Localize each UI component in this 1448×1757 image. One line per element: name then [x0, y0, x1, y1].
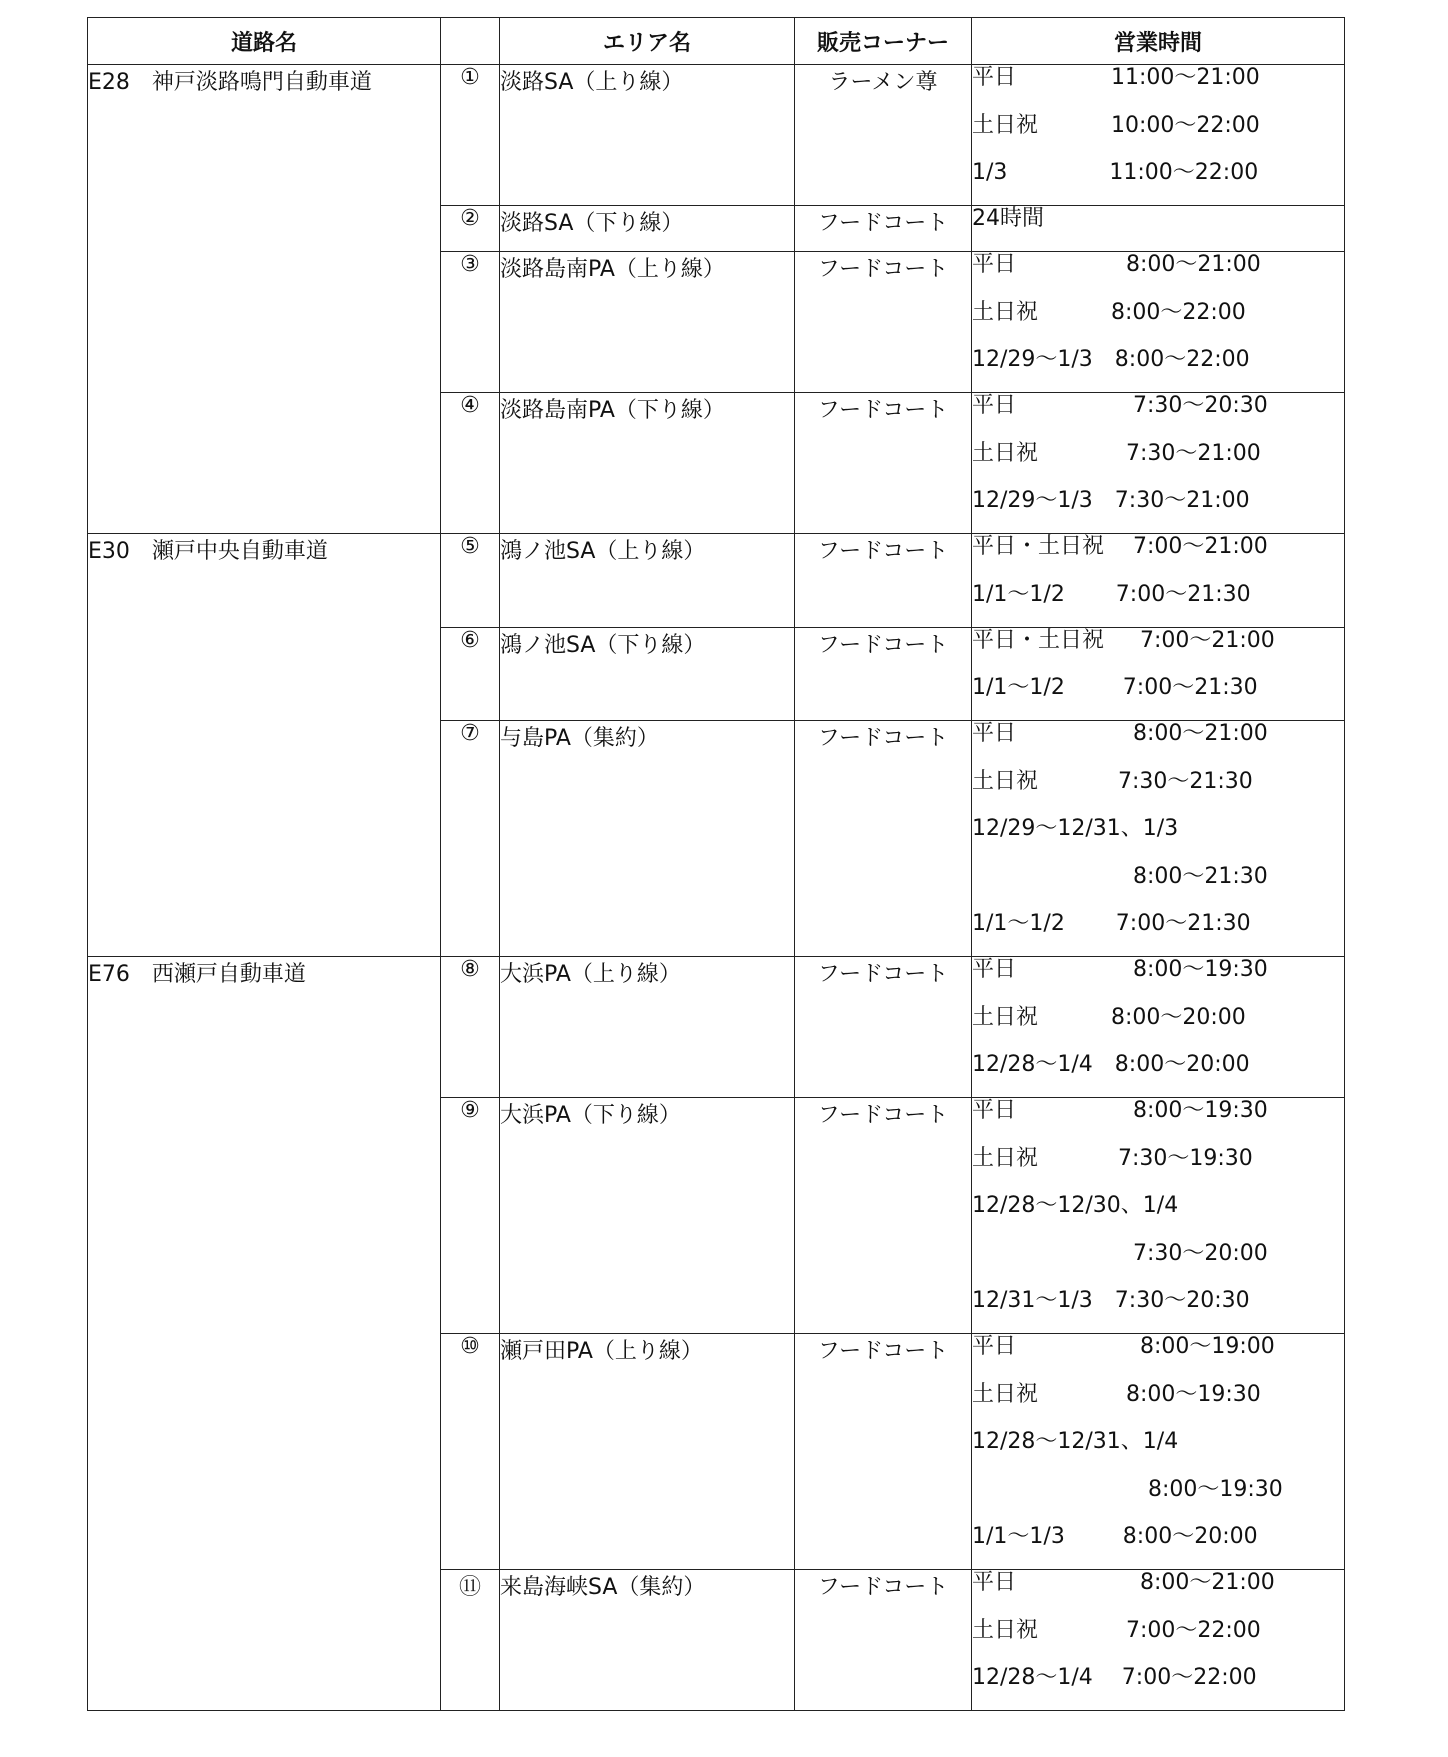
hours-line: 土日祝 10:00～22:00 [972, 112, 1260, 138]
sales-corner-cell: フードコート [795, 957, 972, 1098]
business-hours-cell [972, 534, 1345, 628]
business-hours-cell [972, 393, 1345, 534]
sales-corner-cell: フードコート [795, 206, 972, 252]
sales-corner-cell: フードコート [795, 721, 972, 957]
hours-line: 1/3 11:00～22:00 [972, 160, 1259, 185]
header-area: エリア名 [500, 18, 795, 65]
road-name-cell: E28 神戸淡路鳴門自動車道 [88, 65, 441, 534]
business-hours-cell [972, 252, 1345, 393]
area-number-cell: ④ [441, 393, 500, 534]
hours-line: 1/1～1/2 7:00～21:30 [972, 581, 1251, 607]
hours-line: 土日祝 7:30～21:00 [972, 440, 1261, 466]
table-row [88, 65, 1345, 206]
area-name-cell: 与島PA（集約） [500, 721, 795, 957]
business-hours-cell [972, 721, 1345, 957]
hours-line: 12/28～1/4 8:00～20:00 [972, 1052, 1250, 1077]
sales-corner-cell: ラーメン尊 [795, 65, 972, 206]
hours-line: 土日祝 7:30～21:30 [972, 768, 1253, 794]
hours-line: 土日祝 8:00～20:00 [972, 1004, 1246, 1030]
area-name-cell: 大浜PA（下り線） [500, 1098, 795, 1334]
hours-line: 土日祝 8:00～22:00 [972, 299, 1246, 325]
sales-corner-cell: フードコート [795, 1570, 972, 1711]
table-header-row [88, 18, 1345, 65]
hours-line: 平日 8:00～21:00 [972, 721, 1268, 746]
table-row [88, 534, 1345, 628]
area-name-cell: 淡路SA（下り線） [500, 206, 795, 252]
area-number-cell: ⑤ [441, 534, 500, 628]
sales-corner-cell: フードコート [795, 627, 972, 721]
area-number-cell: ① [441, 65, 500, 206]
sales-corner-cell: フードコート [795, 1334, 972, 1570]
hours-line: 平日 11:00～21:00 [972, 65, 1260, 90]
hours-line: 8:00～21:30 [972, 863, 1268, 889]
area-name-cell: 鴻ノ池SA（上り線） [500, 534, 795, 628]
area-name-cell: 淡路島南PA（下り線） [500, 393, 795, 534]
sales-corner-cell: フードコート [795, 252, 972, 393]
hours-line: 8:00～19:30 [972, 1476, 1283, 1502]
header-number [441, 18, 500, 65]
hours-line: 1/1～1/2 7:00～21:30 [972, 675, 1258, 700]
business-hours-cell [972, 65, 1345, 206]
business-hours-cell [972, 1098, 1345, 1334]
area-number-cell: ⑩ [441, 1334, 500, 1570]
table-row [88, 957, 1345, 1098]
road-name-cell: E30 瀬戸中央自動車道 [88, 534, 441, 957]
header-hours: 営業時間 [972, 18, 1345, 65]
hours-line: 12/31～1/3 7:30～20:30 [972, 1288, 1250, 1313]
hours-line: 平日・土日祝 7:00～21:00 [972, 627, 1275, 653]
area-number-cell: ② [441, 206, 500, 252]
hours-line: 24時間 [972, 206, 1044, 231]
hours-line: 土日祝 8:00～19:30 [972, 1381, 1261, 1407]
sales-corner-cell: フードコート [795, 1098, 972, 1334]
hours-line: 平日・土日祝 7:00～21:00 [972, 534, 1268, 559]
hours-line: 12/28～12/30、1/4 [972, 1193, 1179, 1218]
hours-line: 土日祝 7:00～22:00 [972, 1617, 1261, 1643]
hours-line: 平日 8:00～21:00 [972, 252, 1261, 277]
hours-line: 平日 8:00～21:00 [972, 1570, 1275, 1595]
hours-line: 土日祝 7:30～19:30 [972, 1145, 1253, 1171]
hours-line: 平日 8:00～19:00 [972, 1334, 1275, 1359]
hours-line: 12/28～12/31、1/4 [972, 1429, 1179, 1454]
area-number-cell: ⑨ [441, 1098, 500, 1334]
area-name-cell: 来島海峡SA（集約） [500, 1570, 795, 1711]
sales-corner-cell: フードコート [795, 393, 972, 534]
area-number-cell: ③ [441, 252, 500, 393]
road-name-cell: E76 西瀬戸自動車道 [88, 957, 441, 1711]
hours-line: 平日 8:00～19:30 [972, 957, 1268, 982]
hours-line: 1/1～1/2 7:00～21:30 [972, 911, 1251, 936]
hours-line: 12/29～12/31、1/3 [972, 816, 1179, 841]
area-number-cell: ⑪ [441, 1570, 500, 1711]
hours-line: 平日 8:00～19:30 [972, 1098, 1268, 1123]
area-name-cell: 瀬戸田PA（上り線） [500, 1334, 795, 1570]
area-number-cell: ⑦ [441, 721, 500, 957]
business-hours-cell [972, 1334, 1345, 1570]
header-corner: 販売コーナー [795, 18, 972, 65]
hours-line: 12/28～1/4 7:00～22:00 [972, 1665, 1257, 1690]
business-hours-cell [972, 957, 1345, 1098]
business-hours-cell [972, 206, 1345, 252]
area-name-cell: 鴻ノ池SA（下り線） [500, 627, 795, 721]
header-road: 道路名 [88, 18, 441, 65]
hours-line: 1/1～1/3 8:00～20:00 [972, 1524, 1258, 1549]
business-hours-table [87, 17, 1345, 1711]
area-name-cell: 淡路島南PA（上り線） [500, 252, 795, 393]
sales-corner-cell: フードコート [795, 534, 972, 628]
hours-line: 12/29～1/3 7:30～21:00 [972, 488, 1250, 513]
business-hours-cell [972, 627, 1345, 721]
business-hours-cell [972, 1570, 1345, 1711]
area-number-cell: ⑥ [441, 627, 500, 721]
hours-line: 12/29～1/3 8:00～22:00 [972, 347, 1250, 372]
table-body [88, 65, 1345, 1711]
area-number-cell: ⑧ [441, 957, 500, 1098]
area-name-cell: 大浜PA（上り線） [500, 957, 795, 1098]
hours-line: 平日 7:30～20:30 [972, 393, 1268, 418]
area-name-cell: 淡路SA（上り線） [500, 65, 795, 206]
hours-line: 7:30～20:00 [972, 1240, 1268, 1266]
